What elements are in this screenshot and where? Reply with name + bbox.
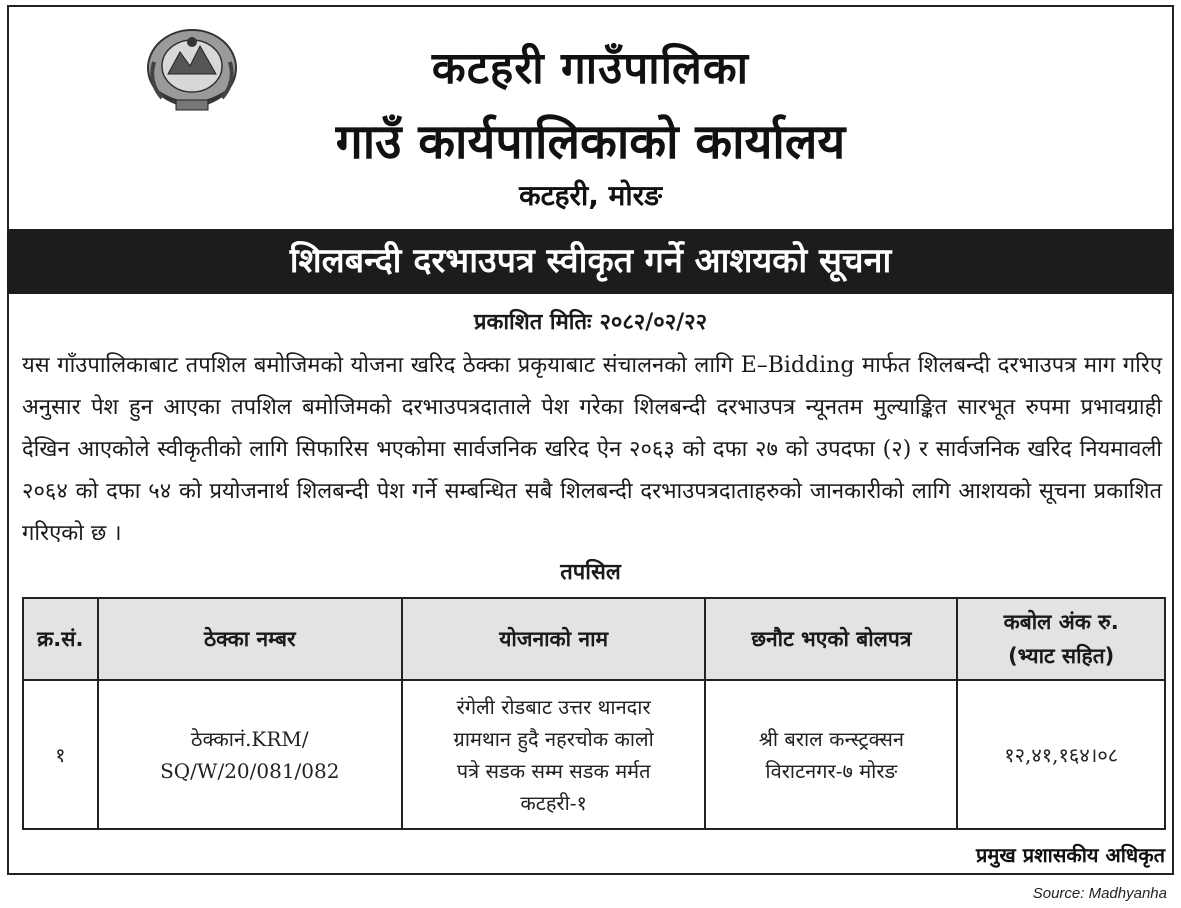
- municipality-name: कटहरी गाउँपालिका: [431, 43, 750, 94]
- header-bid-amount-line1: कबोल अंक रु.: [1003, 610, 1119, 634]
- project-name-line2: ग्रामथान हुदै नहरचोक कालो: [453, 726, 654, 751]
- header-bid-amount: [957, 598, 1165, 680]
- publication-date-label: प्रकाशित मितिः: [473, 310, 592, 335]
- cell-serial-number: १: [23, 680, 98, 829]
- publication-date-value: २०८२/०२/२२: [599, 310, 708, 335]
- header-selected-bid: छनौट भएको बोलपत्र: [705, 598, 957, 680]
- header-bid-amount-line2: (भ्याट सहित): [1008, 644, 1115, 668]
- header-project-name: योजनाको नाम: [402, 598, 705, 680]
- publication-date: [0, 306, 1181, 336]
- project-name-line1: रंगेली रोडबाट उत्तर थानदार: [456, 694, 651, 719]
- cell-bid-amount: १२,४१,१६४।०८: [957, 680, 1165, 829]
- notice-body: यस गाँउपालिकाबाट तपशिल बमोजिमको योजना खरिद ठेक्का प्रकृयाबाट संचालनको लागि E–Bidding मार्फत शिलबन्दी दरभाउपत्र माग गरिए अनुसार पेश हुन आएका तपशिल बमोजिमको दरभाउपत्रदाताले पेश गरेका शिलबन्दी दरभाउपत्र न्यूनतम मुल्याङ्कित सारभूत रुपमा प्रभावग्राही देखिन आएकोले स्वीकृतीको लागि सिफारिस भएकोमा सार्वजनिक खरिद ऐन २०६३ को दफा २७ को उपदफा (२) र सार्वजनिक खरिद नियमावली २०६४ को दफा ५४ को प्रयोजनार्थ शिलबन्दी पेश गर्ने सम्बन्धित सबै शिलबन्दी दरभाउपत्रदाताहरुको जानकारीको लागि आशयको सूचना प्रकाशित गरिएको छ ।: [22, 353, 1162, 546]
- bidder-line2: विराटनगर-७ मोरङ: [765, 758, 898, 783]
- table-row: [23, 680, 1165, 829]
- office-address: कटहरी, मोरङ: [519, 179, 662, 212]
- notice-title-banner: शिलबन्दी दरभाउपत्र स्वीकृत गर्ने आशयको सूचना: [7, 229, 1174, 294]
- schedule-heading: तपसिल: [560, 560, 621, 585]
- table-header-row: [23, 598, 1165, 680]
- cell-project-name: [402, 680, 705, 829]
- contract-number-line2: SQ/W/20/081/082: [160, 758, 340, 783]
- office-name: गाउँ कार्यपालिकाको कार्यालय: [335, 114, 846, 170]
- source-credit: Source: Madhyanha: [1032, 885, 1167, 902]
- contract-number-line1: ठेक्कानं.KRM/: [190, 726, 309, 751]
- project-name-line3: पत्रे सडक सम्म सडक मर्मत: [456, 758, 651, 783]
- signatory-title: प्रमुख प्रशासकीय अधिकृत: [976, 843, 1165, 867]
- bidder-line1: श्री बराल कन्स्ट्रक्सन: [758, 726, 904, 751]
- header-contract-number: ठेक्का नम्बर: [98, 598, 402, 680]
- cell-contract-number: [98, 680, 402, 829]
- tender-table: [22, 597, 1166, 830]
- cell-selected-bidder: [705, 680, 957, 829]
- project-name-line4: कटहरी-१: [520, 790, 587, 815]
- header-serial-number: क्र.सं.: [23, 598, 98, 680]
